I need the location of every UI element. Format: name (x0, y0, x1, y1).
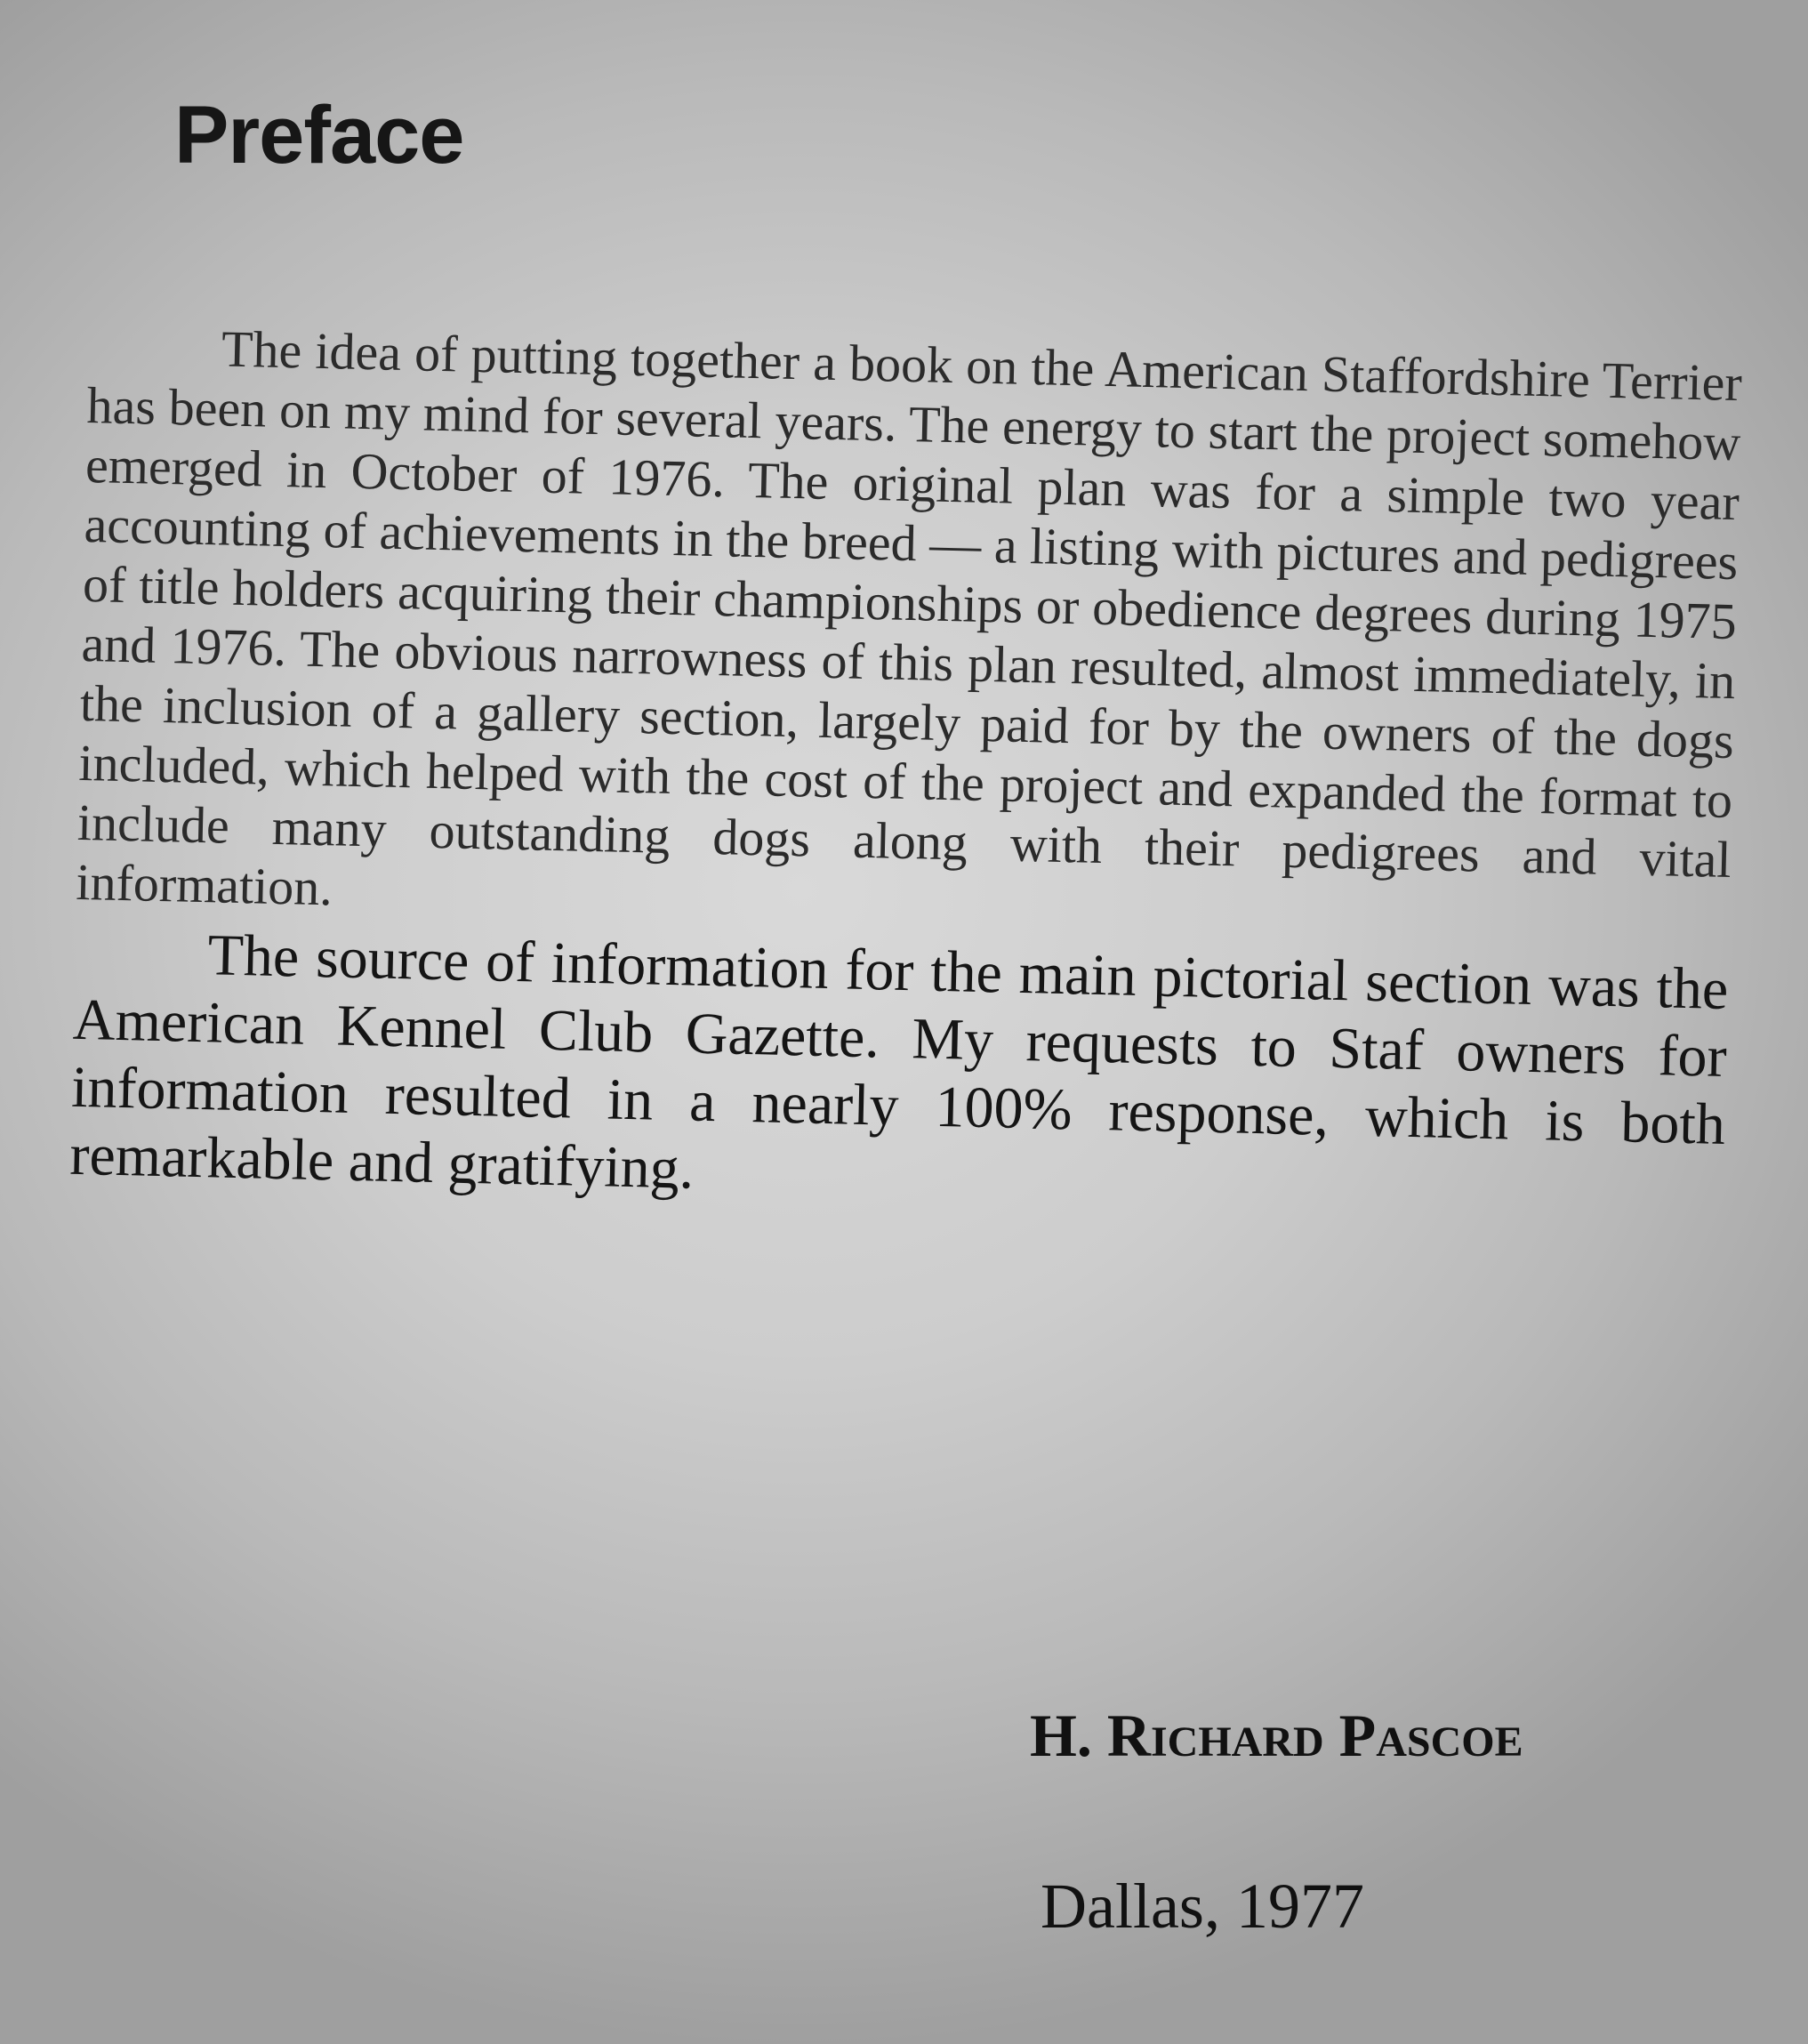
paragraph-2: The source of information for the main pictorial section was the American Kennel Club Gazette. My requests to Staf owners for information resulted in a nearly 100% response, which is both remarkable and gratifying. (68, 922, 1730, 1202)
preface-body (69, 316, 1743, 1227)
author-signature: H. Richard Pascoe (1030, 1702, 1523, 1769)
page-heading: Preface (174, 90, 464, 181)
place-and-date: Dallas, 1977 (1041, 1871, 1364, 1942)
paragraph-1: The idea of putting together a book on the American Staffordshire Terrier has been on my mind for several years. The energy to start the project somehow emerged in October of 1976. The original plan was for a simple two year accounting of achievements in the breed — a listing with pictures and pedigrees of title holders acquiring their championships or obedience degrees during 1975 and 1976. The obvious narrowness of this plan resulted, almost immediately, in the inclusion of a gallery section, largely paid for by the owners of the dogs included, which helped with the cost of the project and expanded the format to include many outstanding dogs along with their pedigrees and vital information. (75, 319, 1743, 917)
